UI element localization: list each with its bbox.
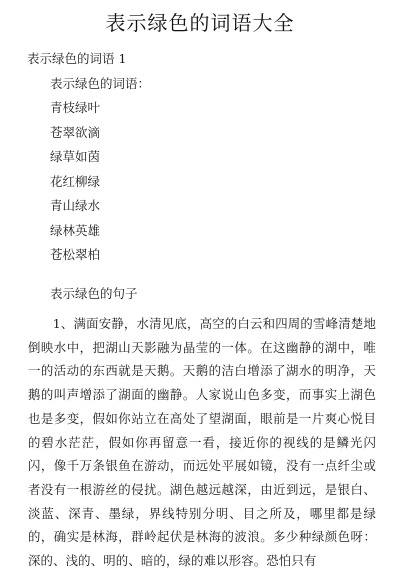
sentences-label: 表示绿色的句子 — [50, 286, 138, 301]
phrase-item: 青枝绿叶 — [50, 100, 101, 115]
phrase-item: 苍翠欲滴 — [50, 124, 101, 140]
phrase-item: 青山绿水 — [50, 198, 101, 213]
document-title: 表示绿色的词语大全 — [105, 11, 295, 35]
phrase-item: 绿林英雄 — [50, 222, 101, 238]
phrase-item: 苍松翠柏 — [50, 247, 101, 262]
phrase-item: 花红柳绿 — [50, 173, 101, 189]
words-label: 表示绿色的词语： — [50, 76, 151, 91]
section-heading: 表示绿色的词语 1 — [27, 51, 127, 66]
phrase-item: 绿草如茵 — [50, 149, 101, 164]
phrase-list — [50, 99, 100, 271]
body-paragraph: 1、满面安静，水清见底，高空的白云和四周的雪峰清楚地倒映水中，把湖山天影融为晶莹的一体。在这幽静的湖中，唯一的活动的东西就是天鹅。天鹅的洁白增添了湖水的明净，天鹅的叫声增添了湖面的幽静。人家说山色多变，而事实上湖色也是多变，假如你站立在高处了望湖面，眼前是一片爽心悦目的碧水茫茫，假如你再留意一看，接近你的视线的是鳞光闪闪，像千万条银鱼在游动，而远处平展如镜，没有一点纤尘或者没有一根游丝的侵扰。湖色越远越深，由近到远，是银白、淡蓝、深青、墨绿，界线特别分明、目之所及，哪里都是绿的，确实是林海，群岭起伏是林海的波浪。多少种绿颜色呀：深的、浅的、明的、暗的，绿的难以形容。恐怕只有 — [28, 316, 376, 569]
